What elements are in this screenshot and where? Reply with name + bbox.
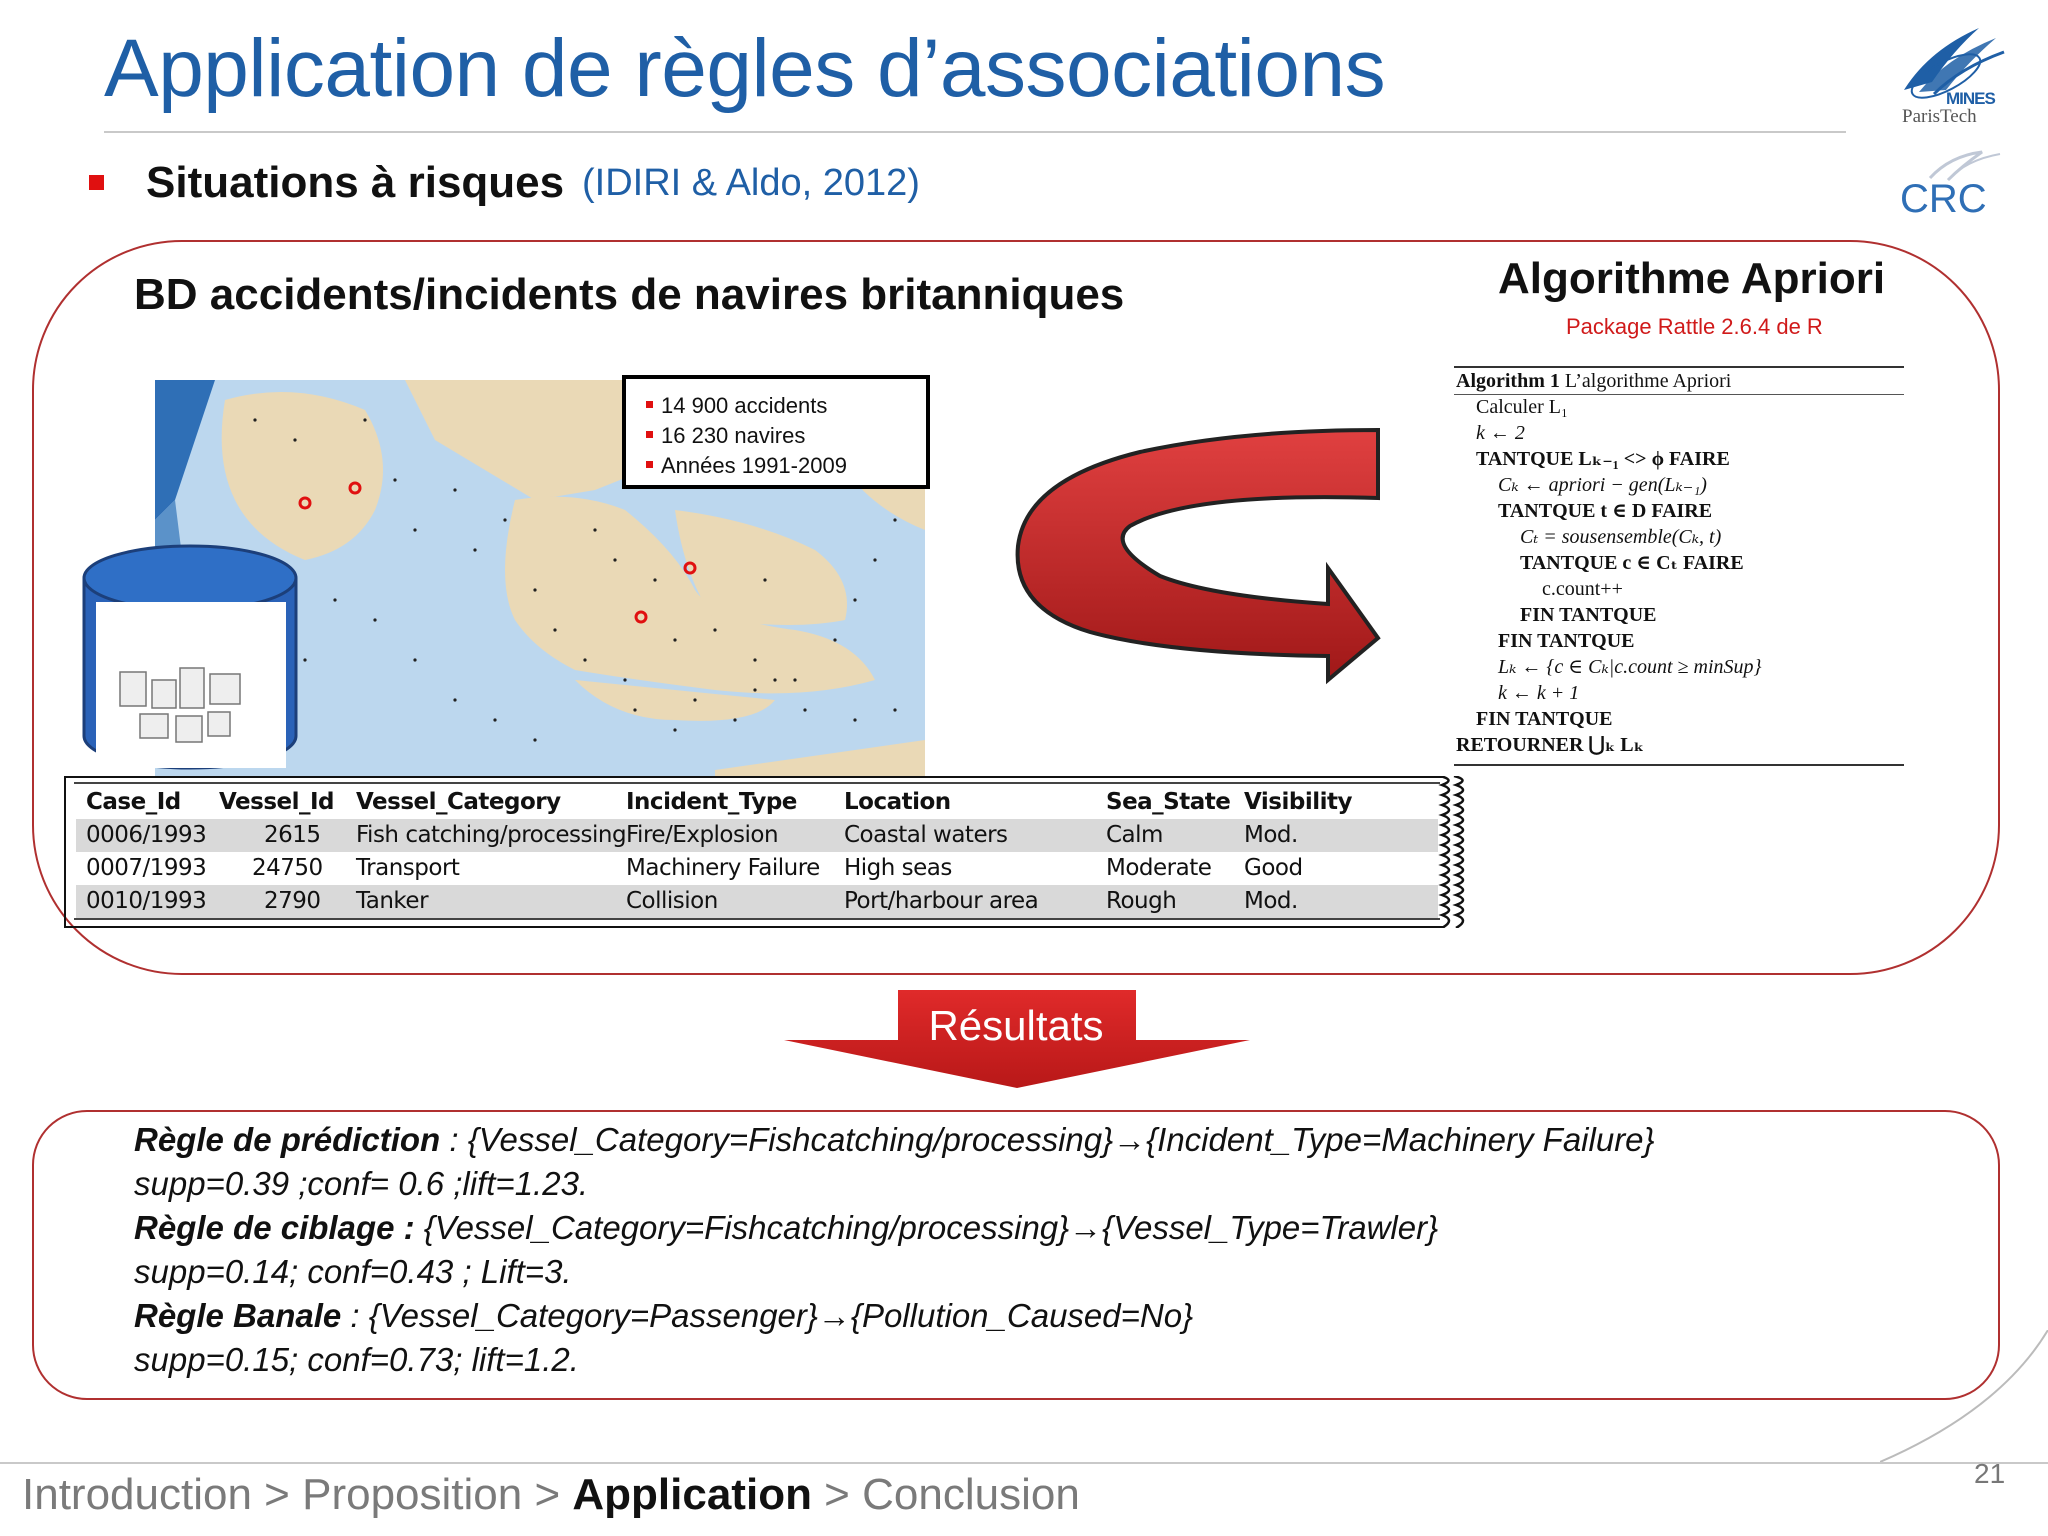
rule-trivial <box>134 1294 1193 1338</box>
table-header-cell: Vessel_Category <box>356 789 561 815</box>
algo-line: k ← k + 1 <box>1498 682 1580 704</box>
table-cell: Machinery Failure <box>626 855 820 881</box>
table-cell: Tanker <box>356 888 429 914</box>
rule-metrics: supp=0.15; conf=0.73; lift=1.2. <box>134 1341 579 1378</box>
table-bottom-rule <box>74 918 1440 920</box>
table-row <box>76 852 1438 885</box>
algo-line: FIN TANTQUE <box>1498 630 1635 652</box>
database-icon <box>80 540 300 770</box>
table-header-cell: Visibility <box>1244 789 1352 815</box>
algo-line: Cₖ ← apriori − gen(Lₖ₋₁) <box>1498 474 1707 496</box>
breadcrumb-separator: > <box>811 1470 863 1519</box>
footer-decoration <box>1880 1330 2048 1480</box>
table-cell: Calm <box>1106 822 1163 848</box>
algorithm-heading: Algorithme Apriori <box>1498 254 1886 303</box>
table-cell: Fire/Explosion <box>626 822 779 848</box>
algorithm-pseudocode <box>1454 366 1904 770</box>
rule-body: {Vessel_Category=Fishcatching/processing}→{Vessel_Type=Trawler} <box>423 1209 1439 1246</box>
accident-table <box>64 776 1474 928</box>
title-divider <box>104 131 1846 133</box>
breadcrumb-item-conclusion: Conclusion <box>862 1470 1080 1519</box>
stats-box <box>622 375 930 489</box>
rule-separator: : <box>440 1121 468 1158</box>
table-cell: 2790 <box>264 888 321 914</box>
rule-name: Règle de prédiction <box>134 1121 441 1158</box>
table-header-cell: Incident_Type <box>626 789 797 815</box>
stat-vessels: 16 230 navires <box>646 421 926 451</box>
table-row <box>76 885 1438 918</box>
rule-name: Règle de ciblage : <box>134 1209 415 1246</box>
algo-line: RETOURNER ⋃ₖ Lₖ <box>1456 734 1645 756</box>
bullet-square-icon <box>646 401 653 408</box>
breadcrumb-separator: > <box>251 1470 303 1519</box>
rule-targeting <box>134 1206 1438 1250</box>
breadcrumb-item-proposition: Proposition <box>302 1470 523 1519</box>
rule-prediction <box>134 1118 1655 1162</box>
slide-subtitle: Situations à risques <box>146 158 565 207</box>
torn-edge-icon <box>1434 776 1476 928</box>
algorithm-name: L’algorithme Apriori <box>1564 370 1732 392</box>
results-label: Résultats <box>928 1002 1104 1049</box>
algo-line: FIN TANTQUE <box>1476 708 1613 730</box>
breadcrumb-item-introduction: Introduction <box>22 1470 252 1519</box>
table-header-row <box>76 786 1438 819</box>
rule-metrics: supp=0.39 ;conf= 0.6 ;lift=1.23. <box>134 1165 589 1202</box>
bullet-square-icon <box>646 461 653 468</box>
page-number: 21 <box>1974 1458 2006 1489</box>
mines-paristech-logo <box>1884 20 2010 130</box>
algo-line: c.count++ <box>1542 578 1623 600</box>
table-cell: 0007/1993 <box>86 855 207 881</box>
table-cell: High seas <box>844 855 952 881</box>
table-row <box>76 819 1438 852</box>
rule-body: {Vessel_Category=Passenger}→{Pollution_Caused=No} <box>368 1297 1194 1334</box>
table-cell: 24750 <box>252 855 323 881</box>
table-header-cell: Location <box>844 789 951 815</box>
algo-line: Lₖ ← {c ∈ Cₖ|c.count ≥ minSup} <box>1498 656 1762 678</box>
algo-line: Calculer L₁ <box>1476 396 1568 418</box>
crc-logo-text: CRC <box>1900 177 1987 218</box>
rule-separator: : <box>341 1297 369 1334</box>
curved-arrow-icon <box>1010 418 1388 686</box>
rule-separator <box>415 1209 424 1246</box>
mines-logo-text: MINES <box>1946 89 1995 108</box>
stat-years: Années 1991-2009 <box>646 451 926 481</box>
table-cell: Rough <box>1106 888 1177 914</box>
subtitle-citation: (IDIRI & Aldo, 2012) <box>582 162 920 204</box>
table-cell: 0006/1993 <box>86 822 207 848</box>
table-cell: Good <box>1244 855 1303 881</box>
rule-name: Règle Banale <box>134 1297 342 1334</box>
footer-divider <box>0 1462 2048 1464</box>
table-cell: 0010/1993 <box>86 888 207 914</box>
table-cell: Moderate <box>1106 855 1212 881</box>
table-top-rule <box>74 782 1440 784</box>
table-cell: 2615 <box>264 822 321 848</box>
slide-title: Application de règles d’associations <box>104 23 1386 114</box>
table-cell: Mod. <box>1244 822 1298 848</box>
table-header-cell: Case_Id <box>86 789 181 815</box>
table-cell: Mod. <box>1244 888 1298 914</box>
stat-accidents: 14 900 accidents <box>646 391 926 421</box>
rule-body: {Vessel_Category=Fishcatching/processing}→{Incident_Type=Machinery Failure} <box>467 1121 1655 1158</box>
algorithm-package: Package Rattle 2.6.4 de R <box>1566 314 1823 339</box>
rule-metrics: supp=0.14; conf=0.43 ; Lift=3. <box>134 1253 572 1290</box>
algo-line: FIN TANTQUE <box>1520 604 1657 626</box>
algo-line: k ← 2 <box>1476 422 1525 444</box>
table-cell: Fish catching/processing <box>356 822 627 848</box>
algo-line: Cₜ = sousensemble(Cₖ, t) <box>1520 526 1722 548</box>
algorithm-label: Algorithm 1 <box>1456 370 1560 392</box>
algorithm-top-rule <box>1454 366 1904 368</box>
table-header-cell: Vessel_Id <box>219 789 335 815</box>
database-heading: BD accidents/incidents de navires britanniques <box>134 270 1125 319</box>
table-cell: Port/harbour area <box>844 888 1039 914</box>
table-cell: Transport <box>356 855 460 881</box>
breadcrumb <box>22 1470 1080 1520</box>
bullet-square-icon <box>646 431 653 438</box>
crc-logo <box>1890 148 2010 218</box>
table-header-cell: Sea_State <box>1106 789 1231 815</box>
paristech-logo-text: ParisTech <box>1902 106 1977 127</box>
algo-line: TANTQUE t ∈ D FAIRE <box>1498 500 1713 522</box>
algo-line: TANTQUE c ∈ Cₜ FAIRE <box>1520 552 1744 574</box>
algo-line: TANTQUE Lₖ₋₁ <> ϕ FAIRE <box>1476 448 1730 470</box>
results-panel <box>32 1110 2000 1400</box>
table-cell: Collision <box>626 888 718 914</box>
table-cell: Coastal waters <box>844 822 1008 848</box>
bullet-square-icon <box>89 175 104 190</box>
algorithm-caption <box>1456 370 1731 393</box>
algorithm-bottom-rule <box>1454 764 1904 766</box>
breadcrumb-separator: > <box>522 1470 573 1519</box>
breadcrumb-item-application: Application <box>572 1470 812 1519</box>
